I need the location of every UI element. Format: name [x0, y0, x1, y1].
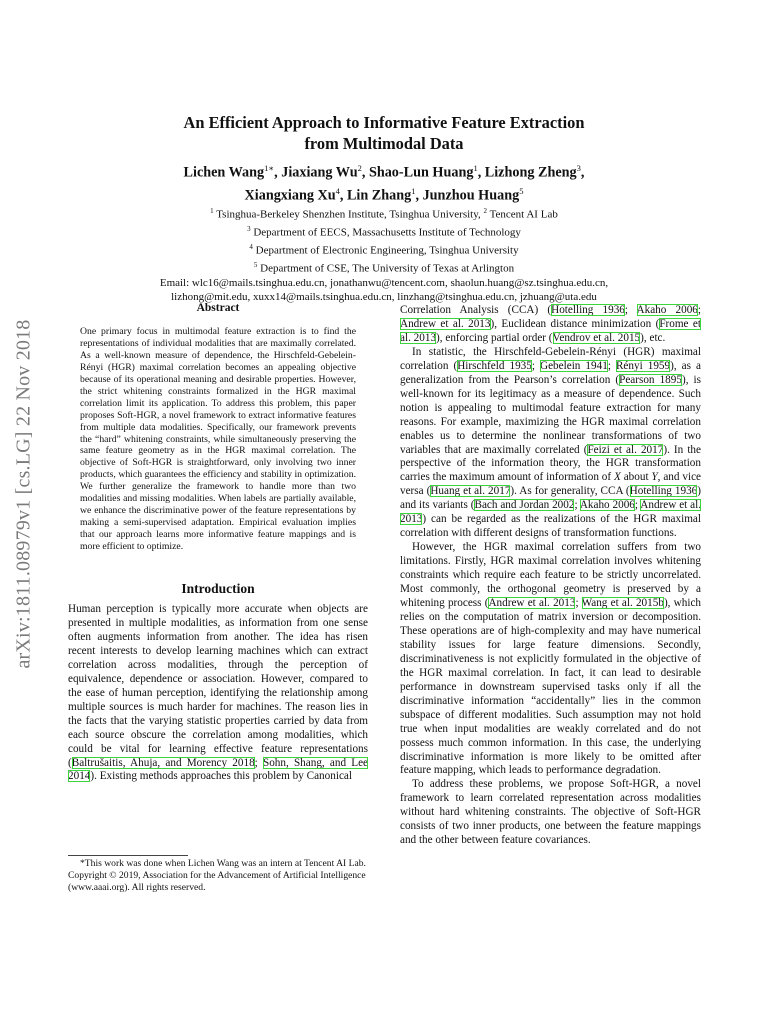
citation-link[interactable]: Sohn, Shang, and Lee 2014: [68, 756, 369, 783]
text-run: ), enforcing partial order (: [436, 331, 553, 344]
affiliation-text: Department of CSE, The University of Texas at Arlington: [257, 262, 515, 275]
text-run: Correlation Analysis (CCA) (: [400, 304, 552, 316]
right-paragraph-1: [400, 304, 701, 346]
text-run: Human perception is typically more accurate when objects are presented in multiple modalities, as information from one sense often augments information from another. The idea has risen recent interests to develop learning machines which can extract correlation across modalities, through the perception of equivalence, dependence or association. However, compared to the ease of human perception, identifying the relationship among multiple sources is much harder for machines. The reason lies in the facts that the varying statistic properties carried by data from each source obscure the correlation among modalities, which could be vital for learning effective feature representations (: [68, 603, 368, 769]
citation-link[interactable]: Hirschfeld 1935: [457, 359, 532, 372]
title-line-1: An Efficient Approach to Informative Feature Extraction: [183, 113, 585, 132]
text-run: Y: [651, 471, 658, 484]
citation-link[interactable]: Gebelein 1941: [540, 359, 608, 372]
citation-link[interactable]: Hotelling 1936: [551, 304, 625, 316]
author-affiliation-mark: 2: [357, 163, 362, 173]
text-run: X: [613, 471, 621, 484]
paper-header: [60, 113, 708, 305]
right-paragraph-2: [400, 346, 701, 541]
authors-line-2: [60, 182, 708, 205]
intro-paragraph-1: [68, 603, 368, 784]
author-name: Xiangxiang Xu: [244, 187, 336, 204]
citation-link[interactable]: Vendrov et al. 2015: [552, 331, 641, 344]
author-name: Junzhou Huang: [422, 187, 520, 204]
right-paragraph-4: [400, 778, 701, 848]
right-column: [400, 304, 701, 848]
text-run: ;: [607, 359, 616, 372]
text-run: ;: [634, 499, 641, 512]
right-paragraph-3: [400, 541, 701, 778]
introduction-heading: Introduction: [181, 581, 255, 597]
citation-link[interactable]: Akaho 2006: [636, 304, 698, 316]
text-run: ), etc.: [640, 331, 666, 344]
citation-link[interactable]: Andrew et al. 2013: [488, 597, 576, 610]
author-name: Jiaxiang Wu: [281, 164, 358, 181]
affiliation-mark: 2: [483, 207, 488, 216]
citation-link[interactable]: Pearson 1895: [619, 373, 682, 386]
affiliation-mark: 1: [210, 207, 214, 216]
citation-link[interactable]: Bach and Jordan 2002: [474, 499, 575, 512]
author-affiliation-mark: 3: [576, 163, 581, 173]
text-run: ;: [575, 597, 582, 610]
citation-link[interactable]: Andrew et al. 2013: [400, 499, 702, 526]
author-name: Lin Zhang: [346, 187, 412, 204]
author-name: Shao-Lun Huang: [368, 164, 474, 181]
copyright-notice: Copyright © 2019, Association for the Advancement of Artificial Intelligence (www.aaai.org). All rights reserved.: [68, 870, 366, 893]
citation-link[interactable]: Hotelling 1936: [629, 485, 698, 498]
citation-link[interactable]: Baltrušaitis, Ahuja, and Morency 2018: [71, 756, 255, 769]
text-run: ;: [254, 756, 263, 769]
author-separator: ,: [339, 187, 347, 204]
affiliation-line: [60, 222, 708, 240]
author-emails: [60, 276, 708, 305]
author-affiliation-mark: 1: [473, 163, 478, 173]
title-line-2: from Multimodal Data: [304, 133, 464, 153]
footnote-divider: [68, 855, 188, 856]
email-line-1: Email: wlc16@mails.tsinghua.edu.cn, jonathanwu@tencent.com, shaolun.huang@sz.tsinghua.edu.cn,: [159, 276, 609, 289]
paper-title: [60, 113, 708, 154]
text-run: ), is well-known for its legitimacy as a measure of dependence. Such notion is appealing to multimodal feature extraction for many reasons. For example, maximizing the HGR maximal correlation enables us to determine the nonlinear transformations of two variables that are maximally correlated (: [400, 373, 702, 456]
text-run: ), as a generalization from the Pearson’s correlation (: [400, 359, 701, 386]
affiliation-line: [60, 258, 708, 276]
author-separator: ,: [274, 164, 282, 181]
author-list: [60, 159, 708, 204]
affiliation-line: [60, 204, 708, 222]
author-separator: ,: [580, 164, 585, 181]
text-run: ) and its variants (: [400, 485, 701, 512]
left-column: [68, 302, 368, 784]
text-run: ). Existing methods approaches this problem by Canonical: [90, 770, 352, 783]
affiliation-text: Tsinghua-Berkeley Shenzhen Institute, Tsinghua University,: [213, 209, 484, 222]
affiliation-text: Tencent AI Lab: [487, 209, 558, 222]
text-run: ), which relies on the computation of matrix inversion or decomposition. These operations are of high-complexity and may have numerical stability issues for large feature dimensions. Secondly, discriminativeness is not explicitly formulated in the objective of the HGR maximal correlation. In fact, it can lead to desirable performance in downstream supervised tasks only if all the discriminative information “accidentally” lies in the common subspace of different modalities. Such assumption may not hold true when input modalities are weakly correlated and do not possess much common information. In this case, the underlying discriminative information is more likely to be omitted after feature mapping, which leads to performance degradation.: [400, 597, 702, 777]
text-run: about: [620, 471, 652, 484]
text-run: ;: [531, 359, 541, 372]
author-affiliation-mark: 1: [411, 185, 416, 196]
citation-link[interactable]: Akaho 2006: [579, 499, 635, 512]
author-separator: ,: [415, 187, 423, 204]
abstract-heading: Abstract: [196, 302, 240, 314]
text-run: ;: [697, 304, 701, 316]
citation-link[interactable]: Huang et al. 2017: [430, 485, 511, 498]
text-run: ;: [624, 304, 637, 316]
affiliation-line: [60, 240, 708, 258]
affiliation-text: Department of EECS, Massachusetts Institute of Technology: [250, 226, 521, 239]
text-run: In statistic, the Hirschfeld-Gebelein-Rényi (HGR) maximal correlation (: [400, 345, 701, 372]
footnote-intern: *This work was done when Lichen Wang was an intern at Tencent AI Lab.: [80, 858, 366, 869]
text-run: ). In the perspective of the information theory, the HGR transformation carries the maximum amount of information of: [400, 443, 701, 484]
citation-link[interactable]: Frome et al. 2013: [400, 317, 701, 344]
email-line-2: lizhong@mit.edu, xuxx14@mails.tsinghua.edu.cn, linzhang@tsinghua.edu.cn, jzhuang@uta.edu: [171, 291, 597, 304]
citation-link[interactable]: Wang et al. 2015b: [581, 597, 664, 610]
citation-link[interactable]: Andrew et al. 2013: [400, 317, 491, 330]
text-run: ). As for generality, CCA (: [510, 485, 630, 498]
arxiv-identifier: [12, 268, 36, 720]
footnotes: [68, 858, 368, 894]
author-affiliation-mark: 4: [335, 185, 340, 196]
affiliation-text: Department of Electronic Engineering, Tsinghua University: [252, 244, 519, 257]
author-affiliation-mark: 1∗: [264, 163, 275, 173]
text-run: ), Euclidean distance minimization (: [490, 317, 660, 330]
text-run: To address these problems, we propose Soft-HGR, a novel framework to learn correlated representation across modalities without hard whitening constraints. The objective of Soft-HGR consists of two inner products, one between the feature mappings and the other between feature covariances.: [400, 778, 701, 847]
author-separator: ,: [477, 164, 485, 181]
text-run: ) can be regarded as the realizations of the HGR maximal correlation with different designs of transformation functions.: [400, 513, 701, 540]
affiliation-mark: 4: [249, 243, 253, 252]
arxiv-identifier-text: arXiv:1811.08979v1 [cs.LG] 22 Nov 2018: [12, 319, 35, 669]
text-run: However, the HGR maximal correlation suffers from two limitations. Firstly, HGR maximal correlation involves whitening constraints which require each feature to be strictly uncorrelated. Most commonly, the orthogonal geometry is preserved by a whitening process (: [400, 541, 701, 610]
affiliation-mark: 5: [253, 261, 258, 270]
affiliations: [60, 204, 708, 275]
author-name: Lizhong Zheng: [484, 164, 577, 181]
affiliation-mark: 3: [247, 225, 251, 234]
author-name: Lichen Wang: [183, 164, 265, 181]
citation-link[interactable]: Feizi et al. 2017: [587, 443, 664, 456]
text-run: , and vice versa (: [400, 471, 702, 498]
text-run: ;: [574, 499, 580, 512]
author-affiliation-mark: 5: [519, 185, 524, 196]
citation-link[interactable]: Rényi 1959: [615, 359, 671, 372]
abstract-text: One primary focus in multimodal feature extraction is to find the representations of individual modalities that are maximally correlated. As a well-known measure of dependence, the Hirschfeld-Gebelein-Rényi (HGR) maximal correlation becomes an appealing objective because of its operational meaning and desirable properties. However, the strict whitening constraints formalized in the HGR maximal correlation limit its application. To address this problem, this paper proposes Soft-HGR, a novel framework to extract informative features from multiple data modalities. Specifically, our framework prevents the “hard” whitening constraints, while simultaneously preserving the same feature geometry as in the HGR maximal correlation. The objective of Soft-HGR is straightforward, only involving two inner products, which guarantees the efficiency and stability in optimization. We further generalize the framework to handle more than two modalities and missing modalities. When labels are partially available, we enhance the discriminative power of the feature representations by making a semi-supervised adaptation. Empirical evaluation implies that our approach learns more informative feature mappings and is more efficient to optimize.: [80, 325, 356, 553]
author-separator: ,: [361, 164, 369, 181]
authors-line-1: [60, 159, 708, 182]
